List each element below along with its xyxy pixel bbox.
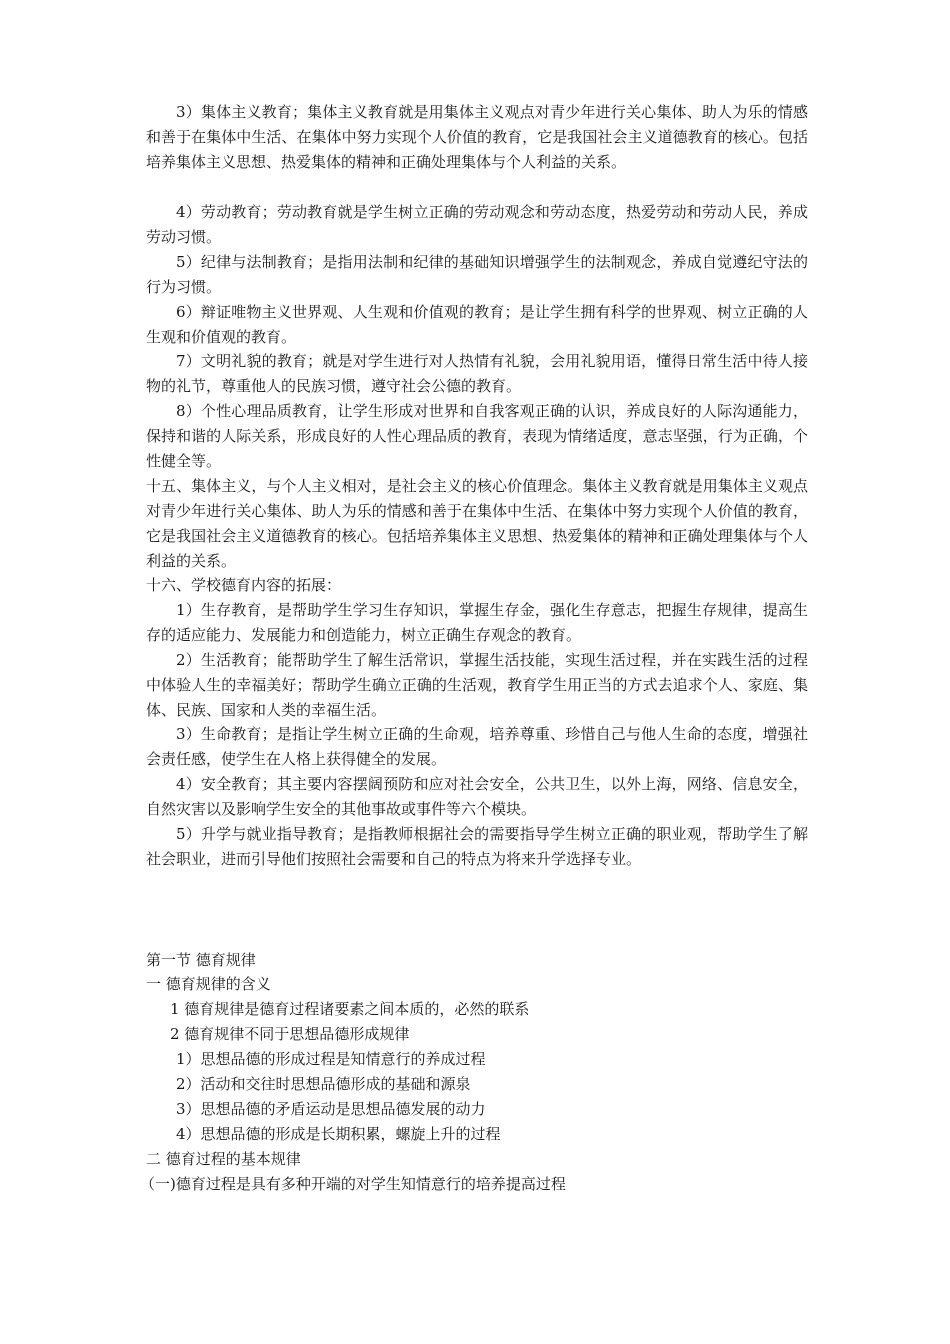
outline-subitem: 2）活动和交往时思想品德形成的基础和源泉 <box>176 1075 471 1093</box>
paragraph-civility-education: 7）文明礼貌的教育；就是对学生进行对人热情有礼貌，会用礼貌用语，懂得日常生活中待人接物的礼节，尊重他人的民族习惯，遵守社会公德的教育。 <box>146 352 808 395</box>
paragraph-life-skills-education: 2）生活教育；能帮助学生了解生活常识，掌握生活技能，实现生活过程，并在实践生活的过程中体验人生的幸福美好；帮助学生确立正确的生活观，教育学生用正当的方式去追求个人、家庭、集体、民族、国家和人类的幸福生活。 <box>146 651 808 719</box>
outline-subitem: 1）思想品德的形成过程是知情意行的养成过程 <box>176 1050 486 1068</box>
outline-item: （一)德育过程是具有多种开端的对学生知情意行的培养提高过程 <box>140 1175 566 1193</box>
outline-item: 2 德育规律不同于思想品德形成规律 <box>170 1025 410 1043</box>
paragraph-section-15: 十五、集体主义，与个人主义相对，是社会主义的核心价值理念。集体主义教育就是用集体主义观点对青少年进行关心集体、助人为乐的情感和善于在集体中生活、在集体中努力实现个人价值的教育，它是我国社会主义道德教育的核心。包括培养集体主义思想、热爱集体的精神和正确处理集体与个人利益的关系。 <box>146 477 808 570</box>
outline-subitem: 3）思想品德的矛盾运动是思想品德发展的动力 <box>176 1100 486 1118</box>
outline-item: 1 德育规律是德育过程诸要素之间本质的，必然的联系 <box>170 1000 530 1018</box>
paragraph-survival-education: 1）生存教育，是帮助学生学习生存知识，掌握生存金，强化生存意志，把握生存规律，提高生存的适应能力、发展能力和创造能力，树立正确生存观念的教育。 <box>146 601 808 644</box>
paragraph-safety-education: 4）安全教育；其主要内容摆阔预防和应对社会安全，公共卫生，以外上海，网络、信息安全，自然灾害以及影响学生安全的其他事故或事件等六个模块。 <box>146 775 808 818</box>
outline-heading-1: 一 德育规律的含义 <box>146 975 271 993</box>
section-title: 第一节 德育规律 <box>146 951 256 969</box>
paragraph-worldview-education: 6）辩证唯物主义世界观、人生观和价值观的教育；是让学生拥有科学的世界观、树立正确的人生观和价值观的教育。 <box>146 303 808 346</box>
paragraph-personality-education: 8）个性心理品质教育，让学生形成对世界和自我客观正确的认识，养成良好的人际沟通能力，保持和谐的人际关系，形成良好的人性心理品质的教育，表现为情绪适度，意志坚强，行为正确，个性健全等。 <box>146 402 808 470</box>
outline-heading-2: 二 德育过程的基本规律 <box>146 1150 301 1168</box>
paragraph-life-education: 3）生命教育；是指让学生树立正确的生命观，培养尊重、珍惜自己与他人生命的态度，增强社会责任感，使学生在人格上获得健全的发展。 <box>146 725 808 768</box>
paragraph-section-16-heading: 十六、学校德育内容的拓展： <box>146 576 342 594</box>
paragraph-discipline-law-education: 5）纪律与法制教育；是指用法制和纪律的基础知识增强学生的法制观念，养成自觉遵纪守法的行为习惯。 <box>146 253 808 296</box>
paragraph-collectivism-education: 3）集体主义教育；集体主义教育就是用集体主义观点对青少年进行关心集体、助人为乐的情感和善于在集体中生活、在集体中努力实现个人价值的教育，它是我国社会主义道德教育的核心。包括培养集体主义思想、热爱集体的精神和正确处理集体与个人利益的关系。 <box>146 103 808 171</box>
paragraph-career-guidance-education: 5）升学与就业指导教育；是指教师根据社会的需要指导学生树立正确的职业观，帮助学生了解社会职业，进而引导他们按照社会需要和自己的特点为将来升学选择专业。 <box>146 825 808 868</box>
paragraph-labor-education: 4）劳动教育；劳动教育就是学生树立正确的劳动观念和劳动态度，热爱劳动和劳动人民，养成劳动习惯。 <box>146 203 808 246</box>
outline-subitem: 4）思想品德的形成是长期积累，螺旋上升的过程 <box>176 1125 501 1143</box>
